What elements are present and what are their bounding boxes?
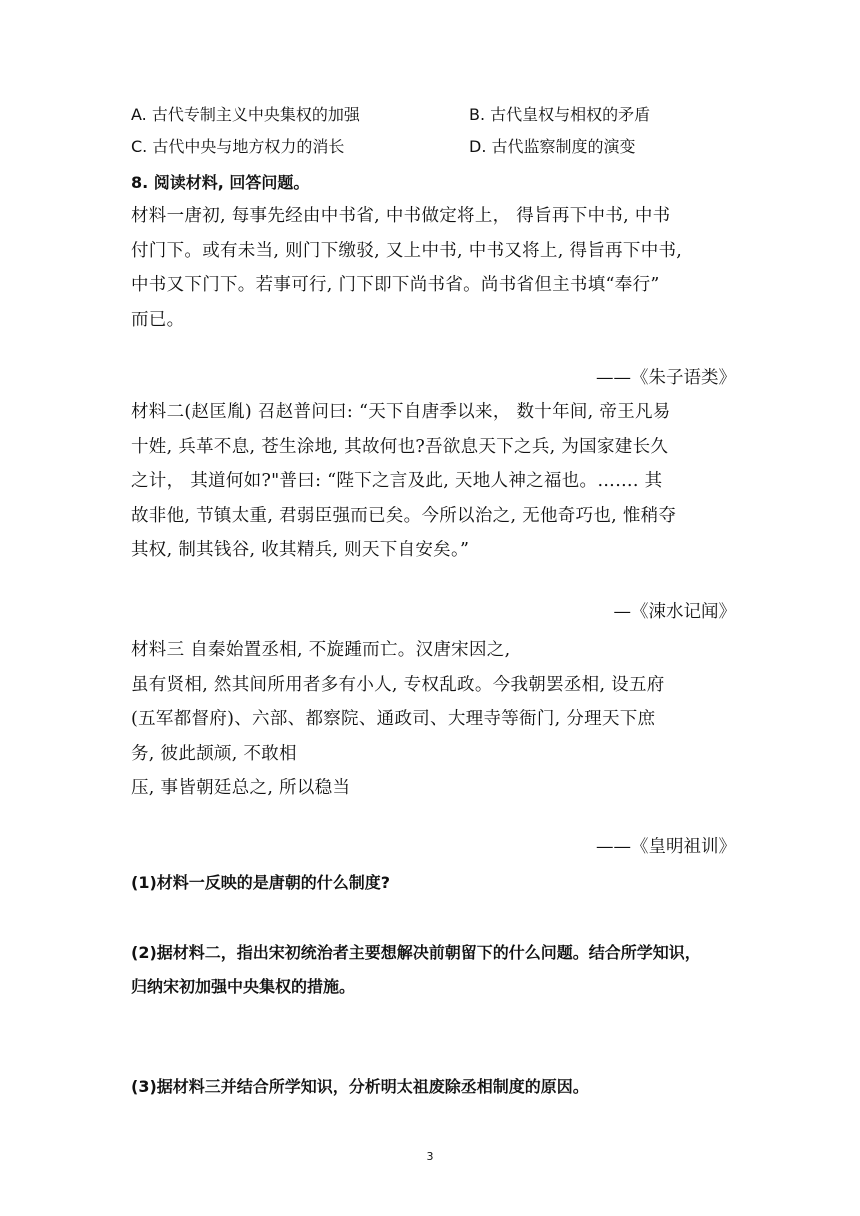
- options-row-2: [131, 136, 751, 168]
- option-a: A. 古代专制主义中央集权的加强: [131, 105, 360, 124]
- sub-question-2: [131, 936, 741, 1004]
- answer-options: [131, 104, 751, 168]
- sub-question-2-line: 归纳宋初加强中央集权的措施。: [131, 977, 356, 996]
- material-3-line: 材料三 自秦始置丞相, 不旋踵而亡。汉唐宋因之,: [131, 640, 511, 660]
- material-2-source: —《涑水记闻》: [613, 602, 736, 622]
- sub-question-3: (3)据材料三并结合所学知识，分析明太祖废除丞相制度的原因。: [131, 1077, 589, 1096]
- material-2-line: 故非他, 节镇太重, 君弱臣强而已矣。今所以治之, 无他奇巧也, 惟稍夺: [131, 505, 677, 526]
- option-b: B. 古代皇权与相权的矛盾: [469, 105, 651, 124]
- material-1-line: 付门下。或有未当, 则门下缴驳, 又上中书, 中书又将上, 得旨再下中书,: [131, 240, 683, 261]
- sub-question-2-line: (2)据材料二，指出宋初统治者主要想解决前朝留下的什么问题。结合所学知识，: [131, 943, 701, 962]
- material-1-source: ——《朱子语类》: [596, 368, 736, 388]
- option-d: D. 古代监察制度的演变: [469, 137, 636, 156]
- sub-question-1: (1)材料一反映的是唐朝的什么制度?: [131, 873, 391, 892]
- material-1-line: 材料一唐初, 每事先经由中书省, 中书做定将上， 得旨再下中书, 中书: [131, 206, 671, 226]
- material-3-line: 务, 彼此颉颃, 不敢相: [131, 743, 297, 764]
- question-8-title: 8. 阅读材料, 回答问题。: [131, 173, 310, 192]
- material-1-line: 中书又下门下。若事可行, 门下即下尚书省。尚书省但主书填“奉行”: [131, 275, 660, 295]
- option-c: C. 古代中央与地方权力的消长: [131, 137, 345, 156]
- material-3-line: (五军都督府)、六部、都察院、通政司、大理寺等衙门, 分理天下庶: [131, 709, 656, 729]
- material-1-text: [131, 199, 737, 337]
- material-3-text: [131, 633, 737, 806]
- material-2-text: [131, 395, 737, 568]
- material-3-line: 虽有贤相, 然其间所用者多有小人, 专权乱政。今我朝罢丞相, 设五府: [131, 674, 665, 695]
- material-2-line: 十姓, 兵革不息, 苍生涂地, 其故何也?吾欲息天下之兵, 为国家建长久: [131, 436, 669, 457]
- material-3-line: 压, 事皆朝廷总之, 所以稳当: [131, 778, 351, 798]
- page-number: 3: [426, 1150, 434, 1163]
- material-2-line: 之计， 其道何如?"普曰: “陛下之言及此, 天地人神之福也。……. 其: [131, 471, 663, 491]
- material-2-line: 其权, 制其钱谷, 收其精兵, 则天下自安矣。”: [131, 540, 470, 560]
- material-2-line: 材料二(赵匡胤) 召赵普问曰: “天下自唐季以来， 数十年间, 帝王凡易: [131, 402, 671, 422]
- material-1-line: 而已。: [131, 309, 185, 330]
- options-row-1: [131, 104, 751, 136]
- material-3-source: ——《皇明祖训》: [596, 837, 736, 857]
